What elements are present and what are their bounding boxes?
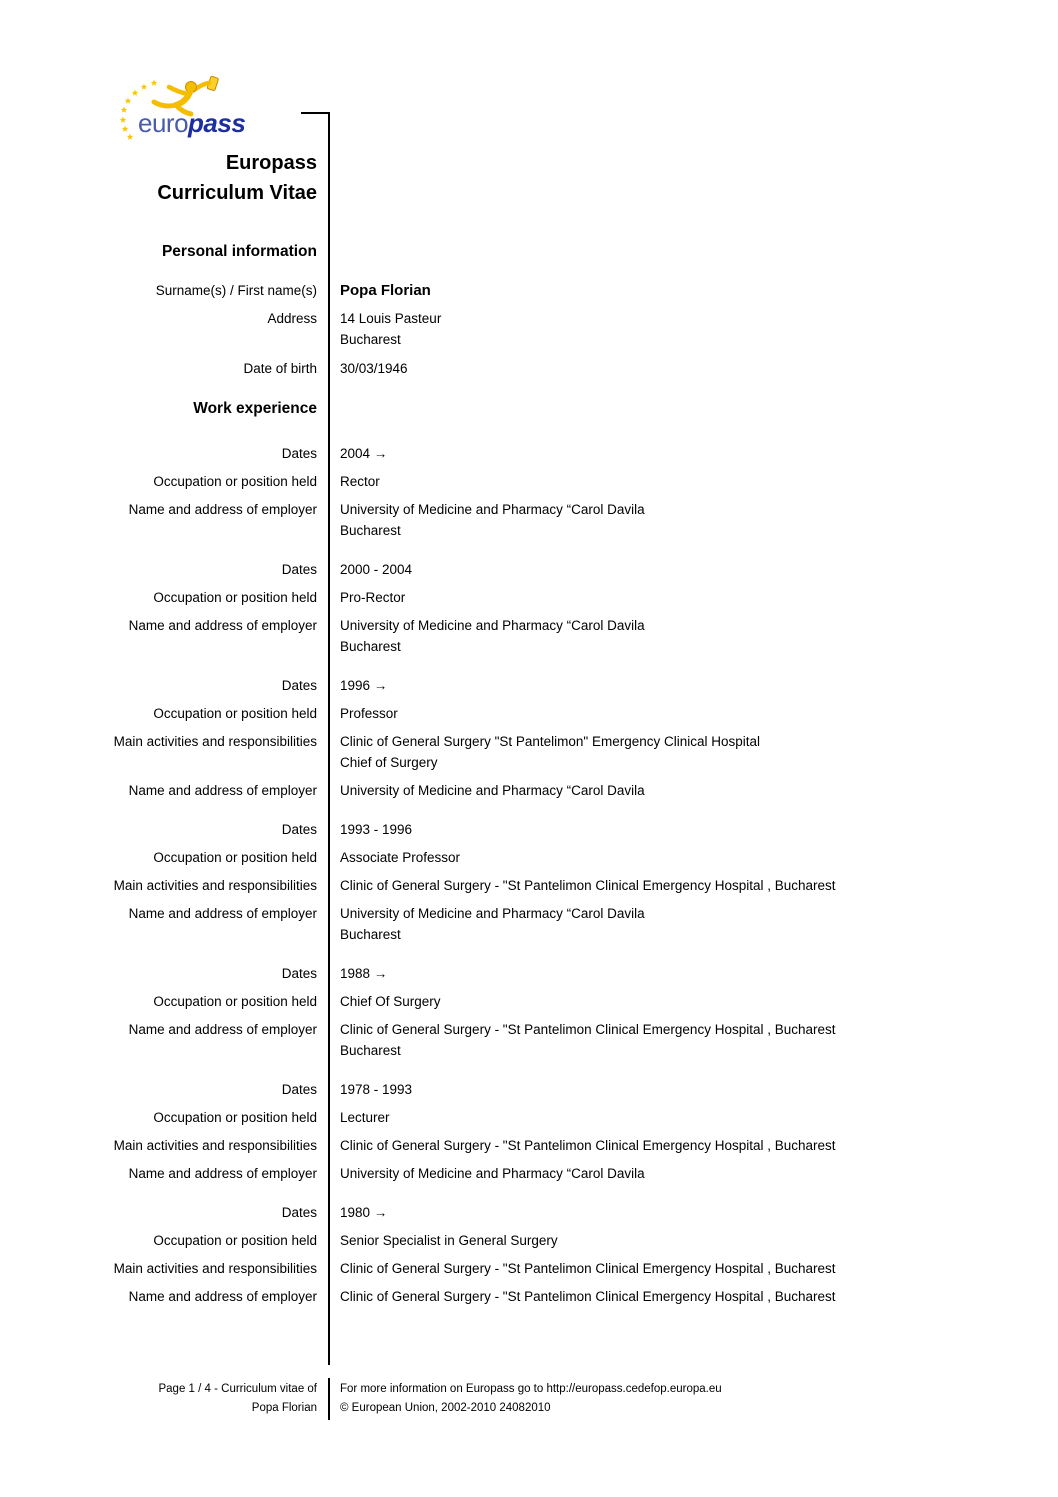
employer-line1: University of Medicine and Pharmacy “Carol Davila [340, 618, 645, 633]
activities-line2: Chief of Surgery [340, 755, 438, 770]
employer-line2: Bucharest [340, 639, 401, 654]
footer-page-line2: Popa Florian [251, 1402, 317, 1414]
address-row [0, 308, 1058, 350]
activities-row [0, 875, 1058, 896]
activities-label: Main activities and responsibilities [113, 878, 317, 893]
address-line2: Bucharest [340, 332, 401, 347]
employer-value [340, 615, 645, 657]
dob-row [0, 358, 1058, 379]
employer-value [340, 499, 645, 541]
dates-value: 2004 → [340, 446, 388, 461]
footer-copyright: © European Union, 2002-2010 24082010 [340, 1402, 551, 1414]
dates-row [0, 559, 1058, 580]
dates-value: 1980 → [340, 1205, 388, 1220]
dates-label: Dates [281, 562, 317, 577]
address-value [340, 308, 441, 350]
employer-value [340, 903, 645, 945]
employer-line2: Bucharest [340, 523, 401, 538]
activities-value: Clinic of General Surgery - "St Pantelimon Clinical Emergency Hospital , Bucharest [340, 1138, 836, 1153]
europass-url[interactable]: For more information on Europass go to http://europass.cedefop.europa.eu [340, 1383, 722, 1395]
employer-line1: Clinic of General Surgery - "St Pantelimon Clinical Emergency Hospital , Bucharest [340, 1022, 836, 1037]
work-entry [0, 675, 1058, 801]
employer-label: Name and address of employer [128, 906, 317, 921]
occupation-value: Pro-Rector [340, 590, 406, 605]
doc-title-line2: Curriculum Vitae [157, 182, 317, 204]
employer-label: Name and address of employer [128, 618, 317, 633]
work-entry [0, 559, 1058, 657]
employer-line1: University of Medicine and Pharmacy “Carol Davila [340, 502, 645, 517]
dates-value: 1996 → [340, 678, 388, 693]
occupation-label: Occupation or position held [153, 994, 317, 1009]
employer-row [0, 1286, 1058, 1307]
dates-label: Dates [281, 446, 317, 461]
address-label: Address [267, 311, 317, 326]
occupation-row [0, 847, 1058, 868]
occupation-value: Rector [340, 474, 380, 489]
dates-label: Dates [281, 822, 317, 837]
activities-label: Main activities and responsibilities [113, 734, 317, 749]
activities-label: Main activities and responsibilities [113, 1138, 317, 1153]
dates-label: Dates [281, 1205, 317, 1220]
employer-row [0, 903, 1058, 945]
occupation-label: Occupation or position held [153, 850, 317, 865]
surname-label: Surname(s) / First name(s) [155, 283, 317, 298]
employer-line1: University of Medicine and Pharmacy “Carol Davila [340, 906, 645, 921]
dates-row [0, 819, 1058, 840]
dates-row [0, 675, 1058, 696]
activities-label: Main activities and responsibilities [113, 1261, 317, 1276]
page-footer [0, 1380, 1058, 1418]
dates-label: Dates [281, 966, 317, 981]
employer-line2: Bucharest [340, 927, 401, 942]
occupation-value: Lecturer [340, 1110, 390, 1125]
work-entry [0, 1202, 1058, 1307]
employer-label: Name and address of employer [128, 1166, 317, 1181]
employer-value [340, 1019, 836, 1061]
occupation-label: Occupation or position held [153, 706, 317, 721]
activities-row [0, 1258, 1058, 1279]
dates-row [0, 963, 1058, 984]
dob-label: Date of birth [243, 361, 317, 376]
occupation-value: Chief Of Surgery [340, 994, 441, 1009]
occupation-row [0, 703, 1058, 724]
surname-value: Popa Florian [340, 282, 431, 299]
work-entry [0, 963, 1058, 1061]
work-experience-heading: Work experience [193, 400, 317, 417]
address-line1: 14 Louis Pasteur [340, 311, 442, 326]
dates-label: Dates [281, 1082, 317, 1097]
employer-label: Name and address of employer [128, 783, 317, 798]
dates-value: 1988 → [340, 966, 388, 981]
occupation-value: Senior Specialist in General Surgery [340, 1233, 558, 1248]
dates-value: 2000 - 2004 [340, 562, 413, 577]
employer-line2: Bucharest [340, 1043, 401, 1058]
activities-value [340, 731, 760, 773]
employer-row [0, 615, 1058, 657]
occupation-row [0, 471, 1058, 492]
logo-text-pass: pass [188, 108, 246, 138]
activities-line1: Clinic of General Surgery "St Pantelimon" Emergency Clinical Hospital [340, 734, 761, 749]
occupation-label: Occupation or position held [153, 590, 317, 605]
employer-row [0, 780, 1058, 801]
dob-value: 30/03/1946 [340, 361, 408, 376]
employer-value: Clinic of General Surgery - "St Pantelimon Clinical Emergency Hospital , Bucharest [340, 1289, 836, 1304]
work-entry [0, 443, 1058, 541]
activities-row [0, 1135, 1058, 1156]
dates-row [0, 1079, 1058, 1100]
occupation-label: Occupation or position held [153, 1110, 317, 1125]
occupation-value: Associate Professor [340, 850, 461, 865]
activities-value: Clinic of General Surgery - "St Pantelimon Clinical Emergency Hospital , Bucharest [340, 1261, 836, 1276]
employer-row [0, 499, 1058, 541]
doc-title [0, 148, 317, 208]
occupation-row [0, 1107, 1058, 1128]
personal-info-heading: Personal information [161, 243, 317, 260]
work-entry [0, 819, 1058, 945]
occupation-value: Professor [340, 706, 398, 721]
employer-label: Name and address of employer [128, 502, 317, 517]
employer-row [0, 1019, 1058, 1061]
logo-text-euro: euro [138, 108, 189, 138]
doc-title-line1: Europass [225, 152, 317, 174]
employer-row [0, 1163, 1058, 1184]
occupation-row [0, 991, 1058, 1012]
footer-info [340, 1380, 722, 1418]
dates-value: 1993 - 1996 [340, 822, 413, 837]
dates-value: 1978 - 1993 [340, 1082, 413, 1097]
occupation-row [0, 1230, 1058, 1251]
activities-row [0, 731, 1058, 773]
employer-value: University of Medicine and Pharmacy “Carol Davila [340, 1166, 645, 1181]
employer-value: University of Medicine and Pharmacy “Carol Davila [340, 783, 645, 798]
dates-row [0, 1202, 1058, 1223]
employer-label: Name and address of employer [128, 1022, 317, 1037]
occupation-row [0, 587, 1058, 608]
occupation-label: Occupation or position held [153, 474, 317, 489]
dates-label: Dates [281, 678, 317, 693]
dates-row [0, 443, 1058, 464]
surname-row [0, 280, 1058, 301]
employer-label: Name and address of employer [128, 1289, 317, 1304]
work-entry [0, 1079, 1058, 1184]
footer-page-info [0, 1380, 317, 1418]
footer-page-line1: Page 1 / 4 - Curriculum vitae of [158, 1383, 317, 1395]
occupation-label: Occupation or position held [153, 1233, 317, 1248]
activities-value: Clinic of General Surgery - "St Pantelimon Clinical Emergency Hospital , Bucharest [340, 878, 836, 893]
